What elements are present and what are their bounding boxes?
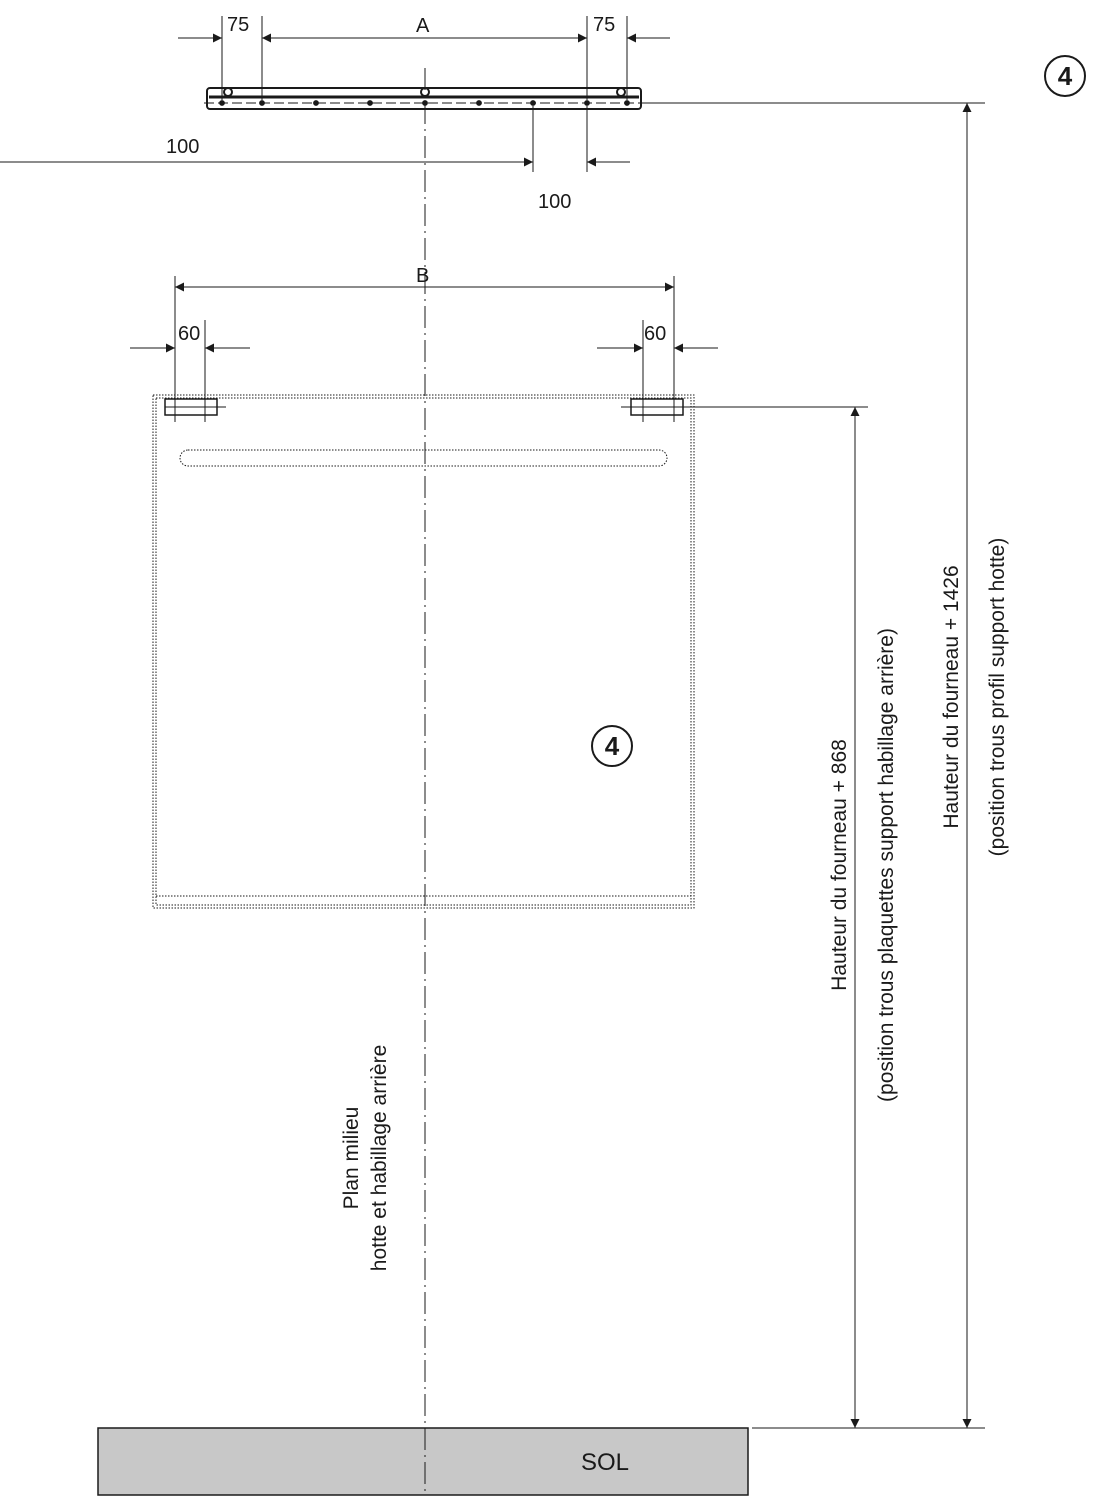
callout-number-panel: 4	[604, 731, 620, 761]
height-1426-line1: Hauteur du fourneau + 1426	[940, 565, 963, 829]
support-rail	[204, 88, 644, 109]
left-60-label: 60	[178, 323, 201, 345]
left-100-label: 100	[166, 136, 200, 158]
rail-left-75-label: 75	[227, 14, 250, 36]
height-868-line2: (position trous plaquettes support habillage arrière)	[875, 628, 898, 1102]
height-868-line1: Hauteur du fourneau + 868	[828, 739, 851, 991]
support-plate-right	[621, 392, 690, 422]
floor-block	[98, 1428, 748, 1495]
rear-panel	[153, 395, 694, 908]
floor-label: SOL	[580, 1449, 630, 1476]
rail-A-label: A	[416, 15, 430, 37]
right-60-label: 60	[644, 323, 667, 345]
panel-slot	[180, 450, 667, 466]
height-1426-line2: (position trous profil support hotte)	[986, 537, 1009, 857]
rail-right-75-label: 75	[593, 14, 616, 36]
hole-pitch-dimension	[0, 106, 630, 172]
height-1426-dimension	[644, 103, 985, 1428]
B-label: B	[416, 265, 430, 287]
callout-number-top: 4	[1057, 61, 1073, 91]
support-plate-left	[165, 392, 226, 422]
centre-plane-line1: Plan milieu	[340, 1106, 363, 1210]
right-100-label: 100	[538, 191, 572, 213]
centre-plane-line2: hotte et habillage arrière	[368, 1044, 391, 1272]
